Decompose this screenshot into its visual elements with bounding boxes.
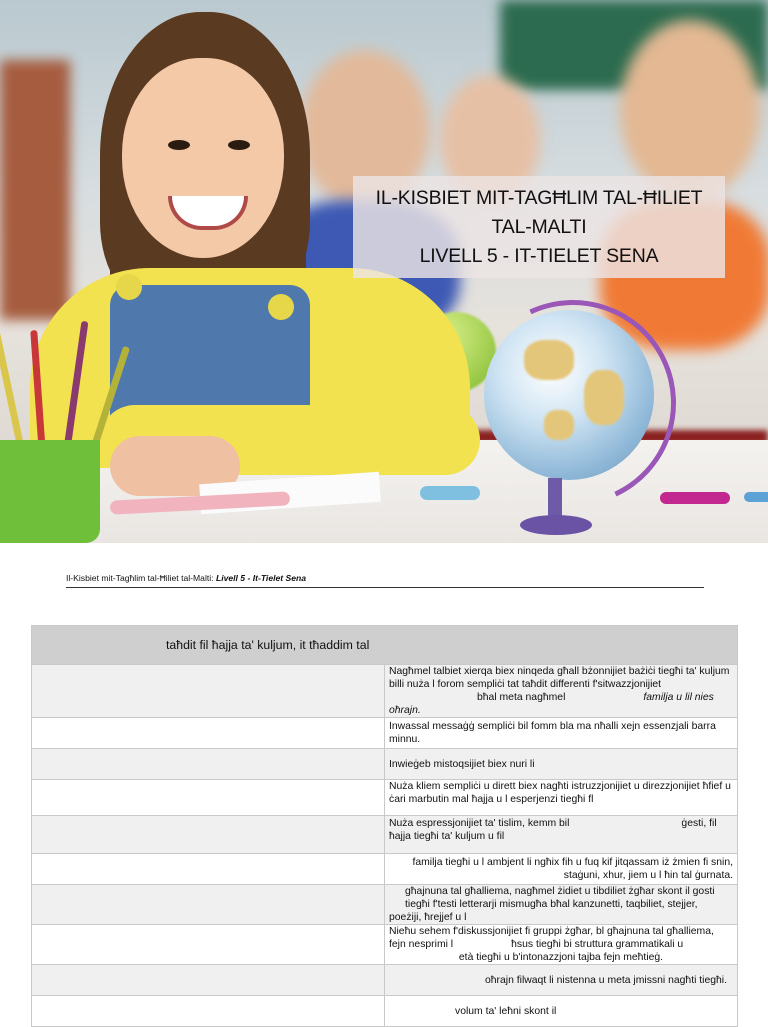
running-header-prefix: Il-Kisbiet mit-Tagħlim tal-Ħiliet tal-Malti: bbox=[66, 573, 216, 583]
row-number-cell bbox=[32, 718, 385, 749]
row-text bbox=[389, 925, 733, 951]
row-text-cell bbox=[385, 854, 738, 885]
row-text-cell bbox=[385, 885, 738, 925]
globe-continent bbox=[544, 410, 574, 440]
row-text-cell bbox=[385, 665, 738, 718]
row-text-part: bħal meta nagħmel bbox=[477, 692, 566, 703]
girl-eye-left bbox=[168, 140, 190, 150]
hair-tie-right bbox=[268, 294, 294, 320]
cover-title-line: IL-KISBIET MIT-TAGĦLIM TAL-ĦILIET bbox=[375, 186, 703, 209]
table-heading-cell bbox=[32, 626, 738, 665]
marker-blue bbox=[744, 492, 768, 502]
table-row bbox=[32, 854, 738, 885]
row-number-cell bbox=[32, 925, 385, 965]
globe-continent bbox=[584, 370, 624, 425]
row-text: Inwieġeb mistoqsijiet biex nuri li bbox=[389, 758, 535, 770]
row-text-cell bbox=[385, 925, 738, 965]
pencil-cup bbox=[0, 440, 100, 543]
row-text-cell bbox=[385, 965, 738, 996]
table-row bbox=[32, 885, 738, 925]
row-text: età tiegħi u b'intonazzjoni tajba fejn meħtieġ. bbox=[458, 952, 664, 963]
row-number-cell bbox=[32, 885, 385, 925]
cover-title-line: TAL-MALTI bbox=[491, 215, 587, 238]
row-number-cell bbox=[32, 996, 385, 1027]
row-text bbox=[389, 817, 733, 843]
row-text bbox=[389, 691, 733, 717]
outcomes-table bbox=[31, 625, 738, 1027]
row-text-part: familja u lil nies oħrajn. bbox=[389, 692, 714, 716]
row-text: Nuża kliem sempliċi u dirett biex nagħti istruzzjonijiet u direzzjonijiet ħfief u ċari marbutin mal ħajja u l esperjenzi tiegħi fl bbox=[389, 780, 731, 805]
background-shelf bbox=[0, 60, 70, 320]
row-text: Inwassal messaġġ sempliċi bil fomm bla ma nħalli xejn essenzjali barra minnu. bbox=[389, 721, 716, 745]
table-row bbox=[32, 816, 738, 854]
table-row bbox=[32, 749, 738, 780]
running-header bbox=[66, 573, 704, 583]
row-text: oħrajn filwaqt li nistenna u meta jmissni nagħti tiegħi. bbox=[485, 974, 727, 986]
table-row bbox=[32, 996, 738, 1027]
row-number-cell bbox=[32, 816, 385, 854]
girl-eye-right bbox=[228, 140, 250, 150]
row-number-cell bbox=[32, 965, 385, 996]
globe-stand bbox=[548, 478, 562, 518]
row-number-cell bbox=[32, 665, 385, 718]
globe-base bbox=[520, 515, 592, 535]
row-text-part: Nuża espressjonijiet ta' tislim, kemm bil bbox=[389, 817, 570, 829]
globe bbox=[484, 310, 654, 480]
table-row bbox=[32, 780, 738, 816]
cover-title-line: LIVELL 5 - IT-TIELET SENA bbox=[419, 244, 659, 267]
row-text-cell bbox=[385, 718, 738, 749]
row-text: poeżiji, ħrejjef u l bbox=[389, 912, 467, 923]
row-number-cell bbox=[32, 854, 385, 885]
row-text-part: Nieħu sehem f'diskussjonijiet fi gruppi żgħar, bl għajnuna tal għalliema, fejn nesprimi l bbox=[389, 926, 714, 950]
row-text-cell bbox=[385, 996, 738, 1027]
header-rule bbox=[66, 587, 704, 588]
row-text-part: ġesti, fil ħajja tiegħi ta' kuljum u fil bbox=[389, 817, 717, 842]
row-number-cell bbox=[32, 780, 385, 816]
running-header-level: Livell 5 - It-Tielet Sena bbox=[215, 573, 307, 583]
row-text: familja tiegħi u l ambjent li ngħix fih u fuq kif jitqassam iż żmien fi snin, staġuni, xhur, jiem u l ħin tal ġurnata. bbox=[412, 857, 733, 881]
hair-tie-left bbox=[116, 274, 142, 300]
globe-continent bbox=[524, 340, 574, 380]
table-row bbox=[32, 718, 738, 749]
row-text-cell bbox=[385, 749, 738, 780]
eraser bbox=[420, 486, 480, 500]
row-number-cell bbox=[32, 749, 385, 780]
row-text: għajnuna tal għalliema, nagħmel żidiet u tibdiliet żgħar skont il gosti tiegħi f'testi letterarji mismugħa bħal kanzunetti, taqbiliet, stejjer, bbox=[405, 886, 715, 910]
table-heading-row bbox=[32, 626, 738, 665]
row-text: volum ta' leħni skont il bbox=[455, 1005, 557, 1017]
row-text-part: ħsus tiegħi bi struttura grammatikali u bbox=[511, 939, 684, 950]
table-row bbox=[32, 965, 738, 996]
cover-title bbox=[353, 176, 725, 278]
marker-pink bbox=[660, 492, 730, 504]
background-child-3 bbox=[620, 20, 760, 200]
table-row bbox=[32, 665, 738, 718]
table-heading: taħdit fil ħajja ta' kuljum, it tħaddim tal bbox=[166, 638, 370, 652]
table-row bbox=[32, 925, 738, 965]
row-text-cell bbox=[385, 816, 738, 854]
row-text: Nagħmel talbiet xierqa biex ninqeda għall bżonnijiet bażiċi tiegħi ta' kuljum billi nuża l forom sempliċi tat taħdit differenti f'sitwazzjonijiet bbox=[389, 666, 730, 690]
row-text-cell bbox=[385, 780, 738, 816]
